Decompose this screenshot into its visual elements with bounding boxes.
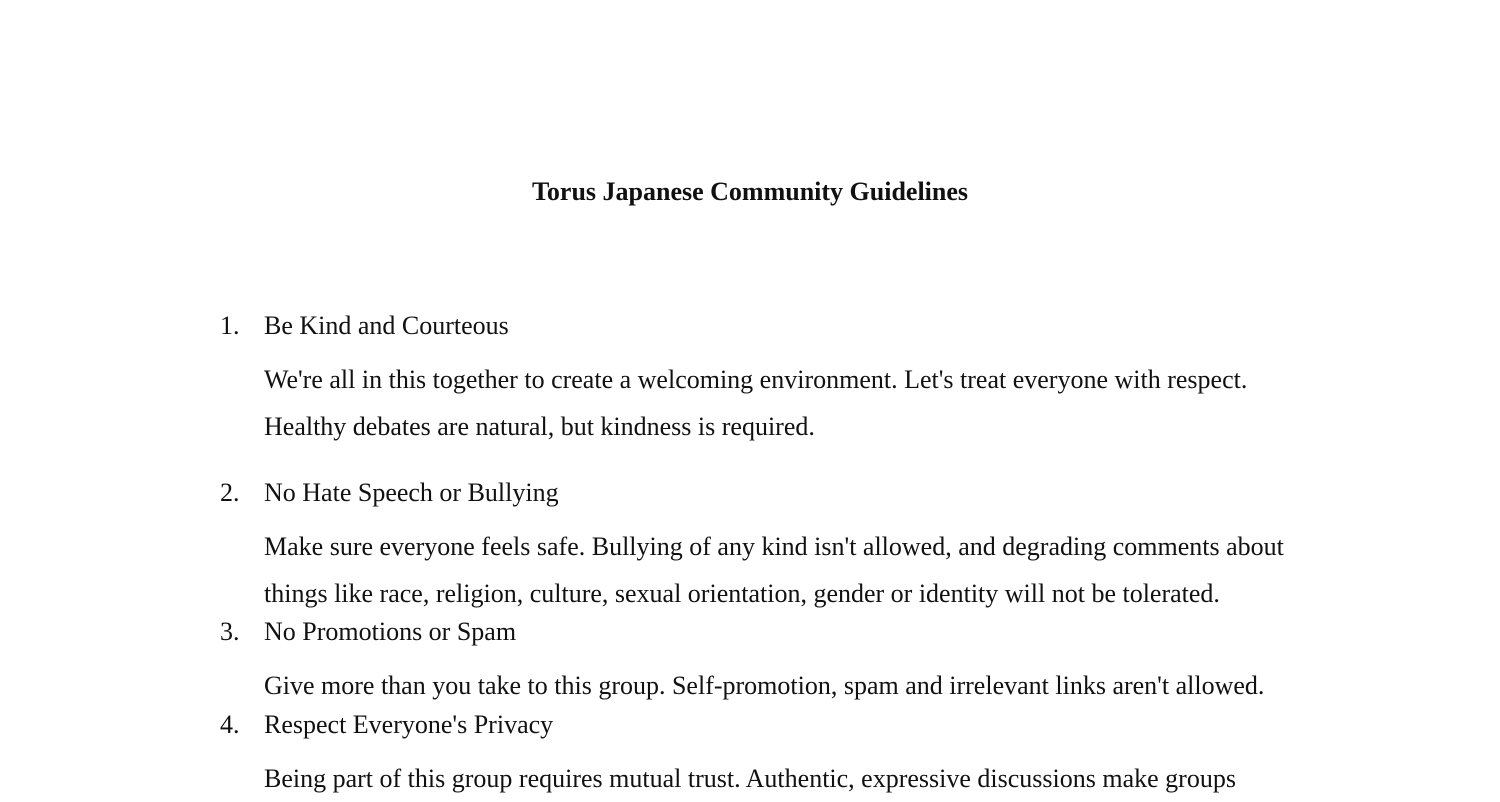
item-body-line: We're all in this together to create a welcoming environment. Let's treat everyone with respect. xyxy=(264,365,1248,394)
item-body xyxy=(264,662,1354,709)
item-number: 1. xyxy=(220,311,240,340)
item-number: 2. xyxy=(220,478,240,507)
item-heading: Respect Everyone's Privacy xyxy=(264,710,554,739)
item-body-line: Being part of this group requires mutual trust. Authentic, expressive discussions make groups xyxy=(264,764,1236,793)
item-body-line: Healthy debates are natural, but kindness is required. xyxy=(264,412,815,441)
item-body-line: things like race, religion, culture, sexual orientation, gender or identity will not be tolerated. xyxy=(264,579,1220,608)
item-heading: No Hate Speech or Bullying xyxy=(264,478,559,507)
item-heading: No Promotions or Spam xyxy=(264,617,517,646)
item-number: 4. xyxy=(220,710,240,739)
item-heading: Be Kind and Courteous xyxy=(264,311,509,340)
item-number: 3. xyxy=(220,617,240,646)
item-body xyxy=(264,523,1354,617)
document-title: Torus Japanese Community Guidelines xyxy=(531,177,969,206)
item-body-line: Give more than you take to this group. Self-promotion, spam and irrelevant links aren't allowed. xyxy=(264,671,1265,700)
item-body xyxy=(264,755,1354,802)
item-body xyxy=(264,356,1354,450)
item-body-line: Make sure everyone feels safe. Bullying of any kind isn't allowed, and degrading comments about xyxy=(264,532,1284,561)
